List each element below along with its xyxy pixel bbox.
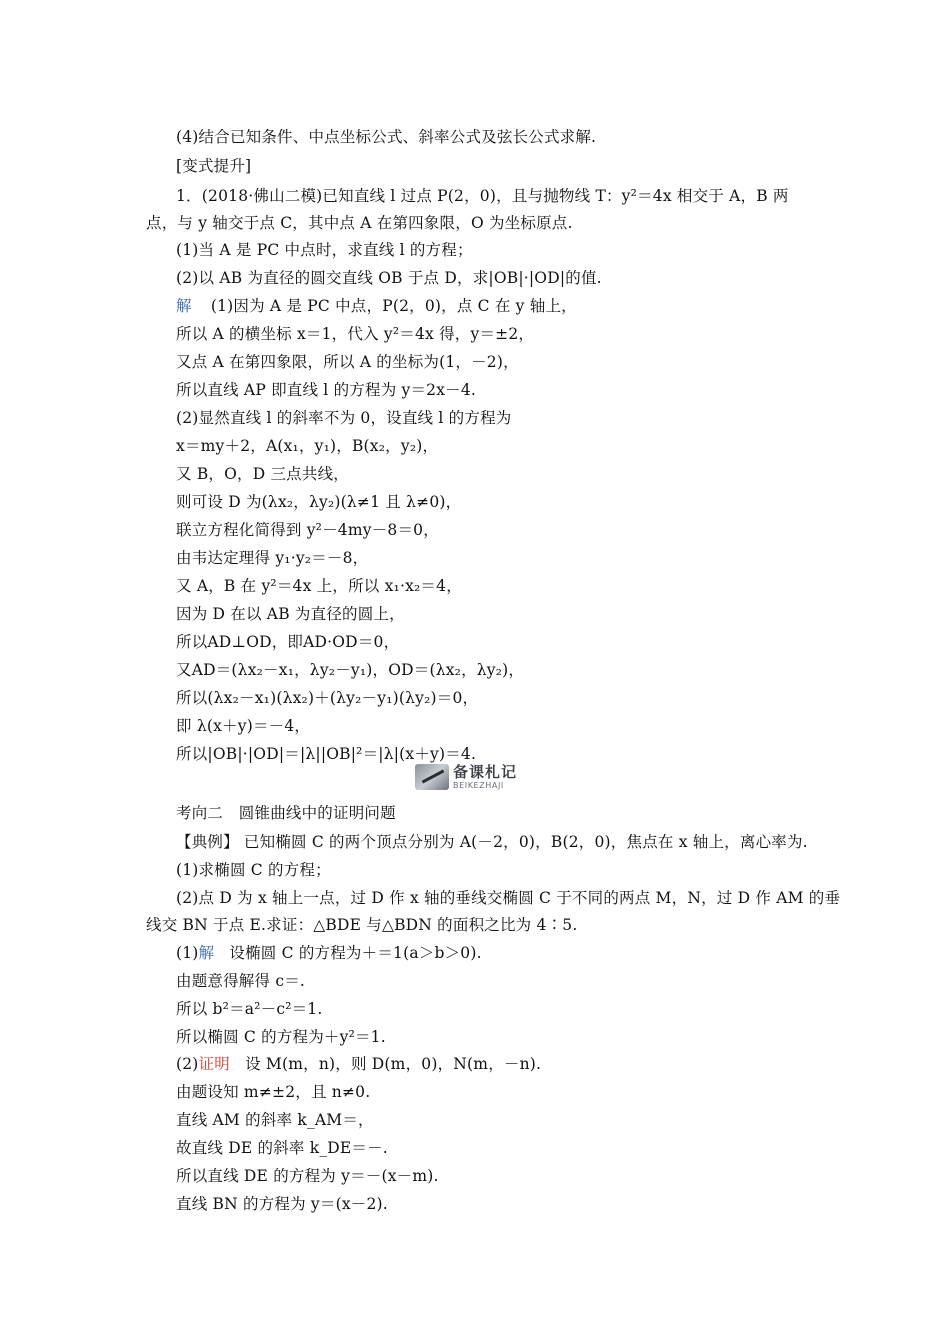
badge-subtitle: BEIKEZHAJI bbox=[453, 780, 504, 790]
solution-line: 又 A，B 在 y²＝4x 上，所以 x₁·x₂＝4， bbox=[176, 577, 462, 595]
solution-line: 所以AD⊥OD，即AD·OD＝0， bbox=[176, 633, 400, 651]
example-line: 【典例】 已知椭圆 C 的两个顶点分别为 A(－2，0)，B(2，0)，焦点在 x 轴上，离心率为. bbox=[176, 833, 808, 851]
solution-line: 又点 A 在第四象限，所以 A 的坐标为(1，－2)， bbox=[176, 353, 519, 371]
proof-line bbox=[176, 1054, 541, 1074]
problem-line: 点，与 y 轴交于点 C，其中点 A 在第四象限，O 为坐标原点. bbox=[146, 214, 573, 232]
proof-line: 直线 BN 的方程为 y＝(x－2). bbox=[176, 1195, 388, 1213]
part-number: (2) bbox=[176, 1055, 199, 1073]
solution-line: x＝my＋2，A(x₁，y₁)，B(x₂，y₂)， bbox=[176, 437, 439, 455]
question-line: (2)点 D 为 x 轴上一点，过 D 作 x 轴的垂线交椭圆 C 于不同的两点 M，N，过 D 作 AM 的垂 bbox=[176, 889, 841, 907]
solution-line: 由题意得解得 c＝. bbox=[176, 972, 306, 990]
solution-line: 又 B，O，D 三点共线， bbox=[176, 465, 349, 483]
badge-title: 备课札记 bbox=[453, 762, 518, 781]
section-heading: 考向二 圆锥曲线中的证明问题 bbox=[176, 804, 396, 822]
solution-line: 又AD＝(λx₂－x₁，λy₂－y₁)，OD＝(λx₂，λy₂)， bbox=[176, 661, 525, 679]
solution-line: (2)显然直线 l 的斜率不为 0，设直线 l 的方程为 bbox=[176, 409, 512, 427]
solution-line: 即 λ(x＋y)＝－4， bbox=[176, 717, 311, 735]
solution-line: 因为 D 在以 AB 为直径的圆上， bbox=[176, 605, 405, 623]
solution-line: 由韦达定理得 y₁·y₂＝－8， bbox=[176, 549, 369, 567]
solution-text: (1)因为 A 是 PC 中点，P(2，0)，点 C 在 y 轴上， bbox=[210, 297, 577, 315]
proof-line: 故直线 DE 的斜率 k_DE＝－. bbox=[176, 1139, 388, 1157]
part-number: (1) bbox=[176, 944, 199, 962]
question-line: 线交 BN 于点 E.求证：△BDE 与△BDN 的面积之比为 4∶5. bbox=[146, 916, 578, 934]
solution-line: 所以 b²＝a²－c²＝1. bbox=[176, 1000, 323, 1018]
problem-line: 1．(2018·佛山二模)已知直线 l 过点 P(2，0)，且与抛物线 T：y²＝4x 相交于 A，B 两 bbox=[176, 187, 789, 205]
section-label: [变式提升] bbox=[176, 157, 252, 175]
proof-text: 设 M(m，n)，则 D(m，0)，N(m，－n). bbox=[245, 1055, 542, 1073]
text-line: (4)结合已知条件、中点坐标公式、斜率公式及弦长公式求解. bbox=[176, 128, 597, 146]
solution-line: 所以|OB|·|OD|＝|λ||OB|²＝|λ|(x＋y)＝4. bbox=[176, 745, 477, 763]
solution-line: 所以直线 AP 即直线 l 的方程为 y＝2x－4. bbox=[176, 381, 477, 399]
solution-line: 所以 A 的横坐标 x＝1，代入 y²＝4x 得，y＝±2， bbox=[176, 325, 535, 343]
solve-label: 解 bbox=[198, 944, 215, 962]
solution-line: 所以椭圆 C 的方程为＋y²＝1. bbox=[176, 1028, 386, 1046]
proof-line: 由题设知 m≠±2，且 n≠0. bbox=[176, 1083, 371, 1101]
solution-line bbox=[176, 296, 577, 316]
solve-label: 解 bbox=[176, 297, 192, 315]
question-line: (1)当 A 是 PC 中点时，求直线 l 的方程； bbox=[176, 241, 473, 259]
question-line: (1)求椭圆 C 的方程； bbox=[176, 861, 331, 879]
solution-line bbox=[176, 943, 482, 963]
lesson-notes-badge bbox=[415, 762, 537, 792]
solution-line: 联立方程化简得到 y²－4my－8＝0， bbox=[176, 521, 439, 539]
proof-label: 证明 bbox=[198, 1055, 230, 1073]
solution-line: 所以(λx₂－x₁)(λx₂)＋(λy₂－y₁)(λy₂)＝0， bbox=[176, 689, 479, 707]
solution-text: 设椭圆 C 的方程为＋＝1(a＞b＞0). bbox=[229, 944, 482, 962]
proof-line: 直线 AM 的斜率 k_AM＝， bbox=[176, 1111, 374, 1129]
proof-line: 所以直线 DE 的方程为 y＝－(x－m). bbox=[176, 1167, 439, 1185]
question-line: (2)以 AB 为直径的圆交直线 OB 于点 D，求|OB|·|OD|的值. bbox=[176, 269, 602, 287]
pen-icon bbox=[415, 764, 449, 790]
solution-line: 则可设 D 为(λx₂，λy₂)(λ≠1 且 λ≠0)， bbox=[176, 493, 462, 511]
